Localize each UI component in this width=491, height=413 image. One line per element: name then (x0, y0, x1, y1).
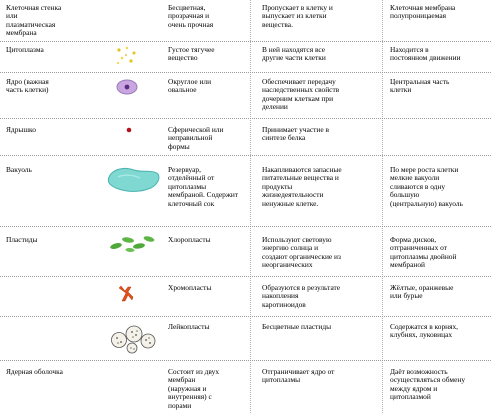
row-feature: По мере роста клетки мелкие вакуоли сливаются в одну большую (центральную) вакуоль (390, 165, 463, 208)
row-divider (0, 155, 491, 156)
row-divider (0, 41, 491, 42)
header-function: Пропускает в клетку и выпускает из клетки вещества. (262, 3, 333, 29)
chloroplast-icon (108, 232, 158, 254)
row-description: Сферической или неправильной формы (168, 125, 224, 151)
nucleolus-icon (125, 126, 133, 134)
row-description: Хромопласты (168, 283, 212, 292)
row-function: Принимает участие в синтезе белка (262, 125, 329, 143)
vacuole-icon (104, 165, 162, 195)
row-function: Отграничивает ядро от цитоплазмы (262, 367, 335, 385)
row-name: Пластиды (6, 235, 38, 244)
column-divider (382, 0, 383, 413)
row-name: Ядро (важная часть клетки) (6, 77, 49, 95)
cytoplasm-icon (114, 44, 140, 66)
row-divider (0, 118, 491, 119)
row-feature: Жёлтые, оранжевые или бурые (390, 283, 454, 301)
row-feature: Содержатся в корнях, клубнях, луковицах (390, 322, 459, 340)
header-feature: Клеточная мембрана полупроницаемая (390, 3, 456, 21)
row-function: В ней находятся все другие части клетки (262, 45, 326, 63)
row-name: Цитоплазма (6, 45, 44, 54)
row-function: Бесцветные пластиды (262, 322, 332, 331)
nucleus-icon (115, 78, 139, 96)
row-feature: Центральная часть клетки (390, 77, 450, 95)
row-divider (0, 276, 491, 277)
header-description: Бесцветная, прозрачная и очень прочная (168, 3, 214, 29)
row-description: Состоит из двух мембран (наружная и внутренняя) с порами (168, 367, 220, 410)
row-description: Хлоропласты (168, 235, 211, 244)
row-divider (0, 72, 491, 73)
row-divider (0, 316, 491, 317)
row-function: Накапливаются запасные питательные вещества и продукты жизнедеятельности ненужные клетке. (262, 165, 342, 208)
row-description: Лейкопласты (168, 322, 210, 331)
row-feature: Даёт возможность осуществляться обмену между ядром и цитоплазмой (390, 367, 466, 402)
row-function: Обеспечивает передачу наследственных свойств дочерним клеткам при делении (262, 77, 340, 112)
row-name: Вакуоль (6, 165, 32, 174)
row-description: Округлое или овальное (168, 77, 212, 95)
row-divider (0, 226, 491, 227)
row-function: Используют световую энергию солнца и создают органические из неорганических (262, 235, 341, 270)
header-structure: Клеточная стенка или плазматическая мембрана (6, 3, 62, 38)
row-name: Ядерная оболочка (6, 367, 63, 376)
row-description: Густое тягучее вещество (168, 45, 215, 63)
row-function: Образуются в результате накопления каротиноидов (262, 283, 341, 309)
leucoplast-icon (108, 320, 158, 354)
chromoplast-icon (116, 284, 136, 304)
row-name: Ядрышко (6, 125, 36, 134)
row-divider (0, 360, 491, 361)
row-description: Резервуар, отделённый от цитоплазмы мембраной. Содержит клеточный сок (168, 165, 239, 208)
row-feature: Находится в постоянном движении (390, 45, 461, 63)
row-feature: Форма дисков, отграниченных от цитоплазмы двойной мембраной (390, 235, 457, 270)
